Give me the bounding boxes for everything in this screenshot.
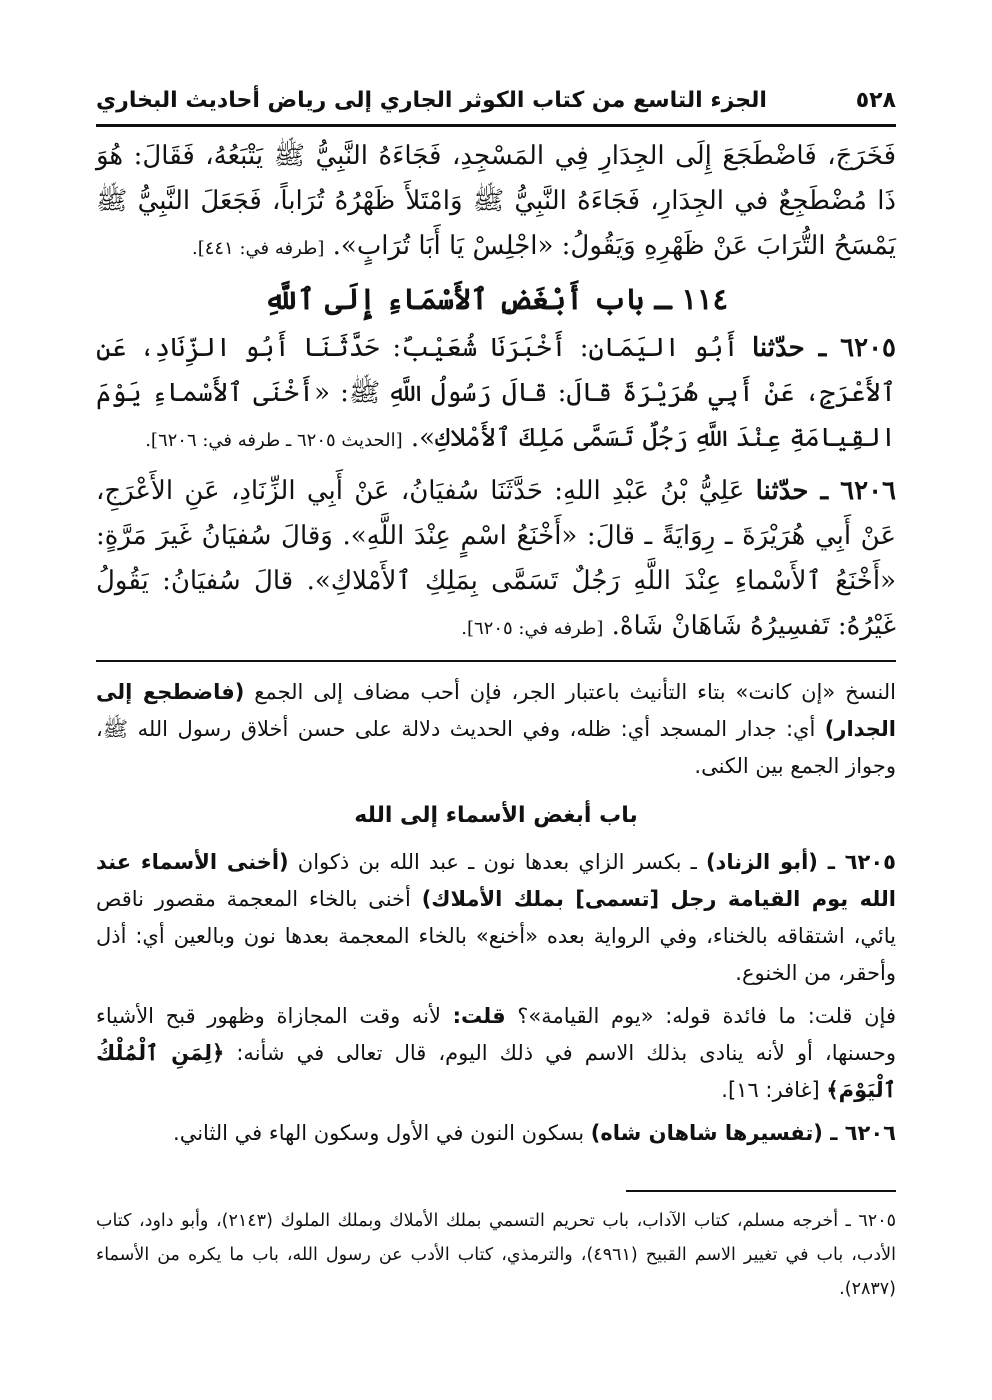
hadith-continuation <box>96 134 896 271</box>
hadith-6206-number: ٦٢٠٦ ـ حدّثنا <box>755 476 896 506</box>
hadith-6205-text: أَبُو اليَمَانِ: أَخْبَرَنَا شُعَيْبٌ: حَدَّثَنَا أَبُو الزِّنَادِ، عَنِ ٱلأَعْرَجِ، عَنْ أَبِي هُرَيْرَةَ قالَ: قالَ رَسُولُ اللَّهِ ﷺ: «أَخْنَى ٱلأَسْماءِ يَوْمَ القِيامَةِ عِنْدَ اللَّهِ رَجُلٌ تَسَمَّى مَلِكَ ٱلأَمْلاكِ». <box>96 333 896 453</box>
commentary-lemma: ٦٢٠٥ ـ (أبو الزناد) <box>705 850 896 874</box>
hadith-6206-ref: [طرفه في: ٦٢٠٥]. <box>461 618 604 639</box>
quran-ref: [غافر: ١٦]. <box>721 1078 820 1102</box>
commentary-text: بسكون النون في الأول وسكون الهاء في الثاني. <box>173 1121 585 1145</box>
commentary-text: أخنى بالخاء المعجمة مقصور ناقص يائي، اشتقاقه بالخناء، وفي الرواية بعده «أخنع» بالخاء المعجمة بعدها نون وبالعين أي: أذل وأحقر، من الخنوع. <box>96 887 896 985</box>
chapter-title: ١١٤ ـ باب أَبْغَضِ ٱلأَسْمَاءِ إِلَى ٱللَّهِ <box>263 282 729 316</box>
commentary-block <box>96 674 896 1158</box>
hadith-6206 <box>96 469 896 651</box>
header-rule <box>96 124 896 127</box>
commentary-para-4 <box>96 1115 896 1152</box>
footnote-rule <box>626 1190 896 1192</box>
hadith-6205 <box>96 326 896 463</box>
commentary-lemma: ٦٢٠٦ ـ (تفسيرها شاهان شاه) <box>590 1121 896 1145</box>
commentary-lemma: (فاضطجع إلى الجدار) <box>96 680 896 741</box>
commentary-lemma: قلت: <box>452 1004 506 1028</box>
commentary-para-2 <box>96 844 896 992</box>
hadith-continuation-text: فَخَرَجَ، فَاضْطَجَعَ إِلَى الجِدَارِ فِي المَسْجِدِ، فَجَاءَهُ النَّبِيُّ ﷺ يَتْبَعُهُ، فَقَالَ: هُوَ ذَا مُضْطَجِعٌ في الجِدَارِ، فَجَاءَهُ النَّبِيُّ ﷺ وَامْتَلأَ ظَهْرُهُ تُرَاباً، فَجَعَلَ النَّبِيُّ ﷺ يَمْسَحُ التُّرَابَ عَنْ ظَهْرِهِ وَيَقُولُ: «اجْلِسْ يَا أَبَا تُرَابٍ». <box>96 141 896 261</box>
hadith-text-block <box>96 134 896 657</box>
commentary-para-1 <box>96 674 896 785</box>
commentary-section-title: باب أبغض الأسماء إلى الله <box>354 803 638 828</box>
page-header <box>96 80 896 120</box>
page-number: ٥٢٨ <box>855 87 896 113</box>
hadith-continuation-ref: [طرفه في: ٤٤١]. <box>191 238 325 259</box>
commentary-divider <box>96 660 896 662</box>
hadith-6205-ref: [الحديث ٦٢٠٥ ـ طرفه في: ٦٢٠٦]. <box>145 430 403 451</box>
quran-verse: ﴿لِمَنِ ٱلْمُلْكُ ٱلْيَوْمَ﴾ <box>96 1041 896 1102</box>
hadith-6206-text: عَلِيُّ بْنُ عَبْدِ اللهِ: حَدَّثَنَا سُفيَانُ، عَنْ أَبِي الزِّنَادِ، عَنِ الأَعْرَجِ، عَنْ أَبِي هُرَيْرَةَ ـ رِوَايَةً ـ قالَ: «أَخْنَعُ اسْمٍ عِنْدَ اللَّهِ». وَقالَ سُفيَانُ غَيرَ مَرَّةٍ: «أَخْنَعُ ٱلأَسْماءِ عِنْدَ اللَّهِ رَجُلٌ تَسَمَّى بِمَلِكِ ٱلأَمْلاكِ». قالَ سُفيَانُ: يَقُولُ غَيْرُهُ: تَفسِيرُهُ شَاهَانْ شَاهْ. <box>96 476 896 641</box>
commentary-text: أي: جدار المسجد أي: ظله، وفي الحديث دلالة على حسن أخلاق رسول الله ﷺ، وجواز الجمع بين الكنى. <box>96 717 896 778</box>
commentary-text: النسخ «إن كانت» بتاء التأنيث باعتبار الجر، فإن أحب مضاف إلى الجمع <box>254 680 896 704</box>
commentary-lemma: (أخنى الأسماء عند الله يوم القيامة رجل [تسمى] بملك الأملاك) <box>96 850 896 911</box>
commentary-text: ـ بكسر الزاي بعدها نون ـ عبد الله بن ذكوان <box>297 850 697 874</box>
commentary-text: لأنه وقت المجازاة وظهور قبح الأشياء وحسنها، أو لأنه ينادى بذلك الاسم في ذلك اليوم، قال تعالى في شأنه: <box>96 1004 896 1065</box>
book-title: الجزء التاسع من كتاب الكوثر الجاري إلى رياض أحاديث البخاري <box>96 87 767 113</box>
footnote: ٦٢٠٥ ـ أخرجه مسلم، كتاب الآداب، باب تحريم التسمي بملك الأملاك وبملك الملوك (٢١٤٣)، وأبو داود، كتاب الأدب، باب في تغيير الاسم القبيح (٤٩٦١)، والترمذي، كتاب الأدب عن رسول الله، باب ما يكره من الأسماء (٢٨٣٧). <box>96 1211 897 1299</box>
hadith-6205-number: ٦٢٠٥ ـ حدّثنا <box>751 333 897 363</box>
commentary-text: فإن قلت: ما فائدة قوله: «يوم القيامة»؟ <box>517 1004 896 1028</box>
commentary-para-3 <box>96 998 896 1109</box>
